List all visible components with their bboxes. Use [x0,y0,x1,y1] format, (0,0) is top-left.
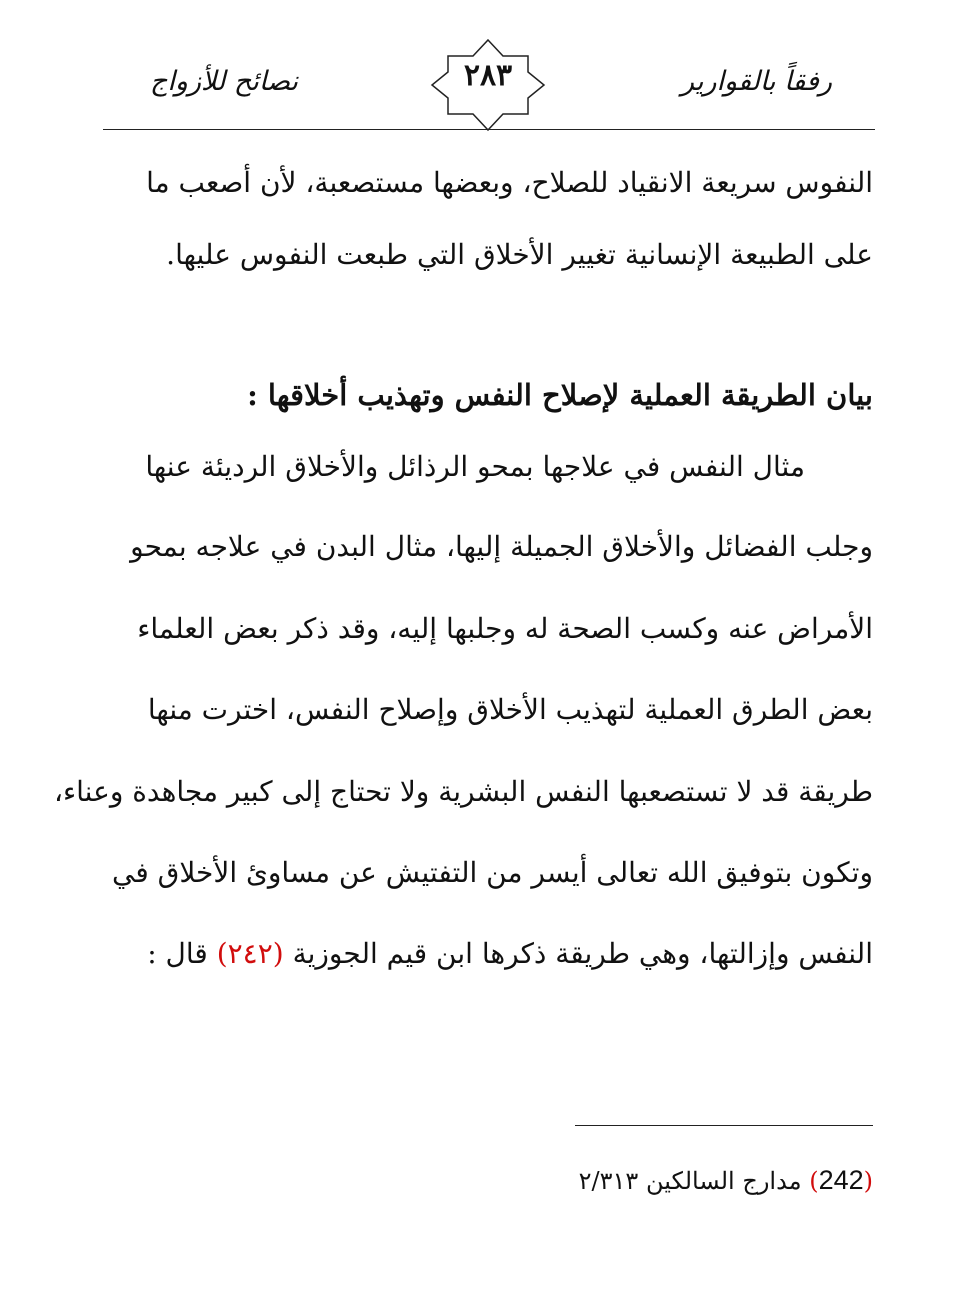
paragraph-line: مثال النفس في علاجها بمحو الرذائل والأخلاق الرديئة عنها [145,450,805,483]
header-section-title: نصائح للأزواج [150,66,299,97]
text-line: على الطبيعة الإنسانية تغيير الأخلاق التي طبعت النفوس عليها. [166,238,873,271]
paragraph-line: بعض الطرق العملية لتهذيب الأخلاق وإصلاح النفس، اخترت منها [147,693,873,726]
paragraph-line: الأمراض عنه وكسب الصحة له وجلبها إليه، وقد ذكر بعض العلماء [137,612,873,645]
header-book-title: رفقاً بالقوارير [681,66,832,97]
paragraph-line [103,937,873,970]
footnote [579,1165,873,1196]
footnote-reference[interactable]: (٢٤٢) [216,937,284,970]
paragraph-text: قال : [147,937,217,970]
footnote-paren-open: ( [863,1167,873,1195]
text-line: النفوس سريعة الانقياد للصلاح، وبعضها مستصعبة، لأن أصعب ما [146,166,873,199]
footnote-text: مدارج السالكين ٢/٣١٣ [578,1167,810,1195]
footnote-divider [575,1125,873,1126]
section-heading [103,378,873,412]
paragraph-line: طريقة قد لا تستصعبها النفس البشرية ولا تحتاج إلى كبير مجاهدة وعناء، [53,775,873,808]
paragraph-text: النفس وإزالتها، وهي طريقة ذكرها ابن قيم الجوزية [283,937,873,970]
header-divider [103,129,875,130]
page-number: ٢٨٣ [463,58,513,93]
footnote-paren-close: ) [809,1167,819,1195]
paragraph-line: وتكون بتوفيق الله تعالى أيسر من التفتيش عن مساوئ الأخلاق في [111,856,873,889]
paragraph-line: وجلب الفضائل والأخلاق الجميلة إليها، مثال البدن في علاجه بمحو [130,530,873,563]
page-number-badge [430,38,546,132]
footnote-number: 242 [818,1165,864,1195]
section-heading-colon: : [247,378,268,412]
section-heading-text: بيان الطريقة العملية لإصلاح النفس وتهذيب أخلاقها [267,378,873,412]
